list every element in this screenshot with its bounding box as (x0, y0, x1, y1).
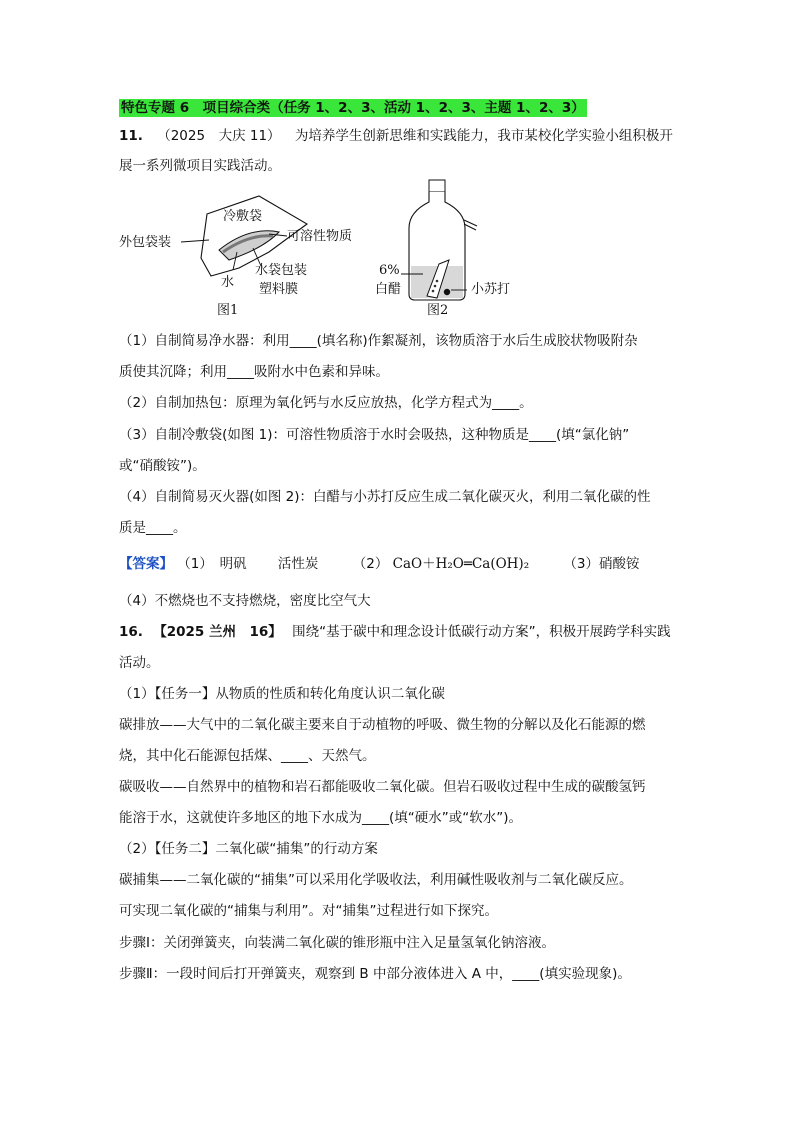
label-percent: 6% (379, 263, 400, 278)
q16-capture-line1: 碳捕集——二氧化碳的“捕集”可以采用化学吸收法，利用碱性吸收剂与二氧化碳反应。 (119, 872, 633, 888)
q16-step1: 步骤Ⅰ：关闭弹簧夹，向装满二氧化碳的锥形瓶中注入足量氢氧化钠溶液。 (119, 935, 555, 951)
q16-absorb-line1: 碳吸收——自然界中的植物和岩石都能吸收二氧化碳。但岩石吸收过程中生成的碳酸氢钙 (119, 779, 646, 795)
answer-2-prefix: （2） (352, 556, 389, 572)
q16-task2-title: （2）【任务二】二氧化碳“捕集”的行动方案 (119, 841, 378, 857)
q16-stem-line2: 活动。 (119, 655, 160, 671)
label-baking-soda: 小苏打 (471, 282, 511, 297)
q16-emit-line2: 烧，其中化石能源包括煤、____、天然气。 (119, 748, 376, 764)
q11-answer-line2: （4）不燃烧也不支持燃烧，密度比空气大 (119, 593, 371, 609)
q11-answer-line1 (119, 554, 640, 574)
q16-emit-line1: 碳排放——大气中的二氧化碳主要来自于动植物的呼吸、微生物的分解以及化石能源的燃 (119, 717, 646, 733)
figure2-caption: 图2 (427, 303, 449, 318)
q11-source: （2025 大庆 11） (157, 128, 281, 144)
q16-task1-title: （1）【任务一】从物质的性质和转化角度认识二氧化碳 (119, 686, 445, 702)
q11-number: 11. (119, 128, 143, 144)
figure1-caption: 图1 (217, 303, 239, 318)
q11-stem-text: 为培养学生创新思维和实践能力，我市某校化学实验小组积极开 (294, 128, 673, 144)
q16-capture-line2: 可实现二氧化碳的“捕集与利用”。对“捕集”过程进行如下探究。 (119, 903, 498, 919)
figure2-diagram (401, 180, 477, 300)
topic-highlight: 特色专题 6 项目综合类（任务 1、2、3、活动 1、2、3、主题 1、2、3） (121, 100, 585, 116)
q16-stem-text: 围绕“基于碳中和理念设计低碳行动方案”，积极开展跨学科实践 (292, 624, 671, 640)
topic-header (119, 98, 587, 118)
q16-absorb-line2: 能溶于水，这就使许多地区的地下水成为____(填“硬水”或“软水”)。 (119, 810, 523, 826)
q11-stem-line2: 展一系列微项目实践活动。 (119, 158, 281, 174)
label-film-1: 水袋包装 (255, 263, 308, 278)
q16-stem-line1 (119, 622, 671, 642)
q11-stem-line1 (119, 126, 673, 146)
q16-number: 16. (119, 624, 143, 640)
q11-sub1-line2: 质使其沉降；利用____吸附水中色素和异味。 (119, 364, 389, 380)
q11-sub1-line1: （1）自制简易净水器：利用____(填名称)作絮凝剂，该物质溶于水后生成胶状物吸附杂 (119, 333, 638, 349)
q11-figures (119, 178, 539, 323)
q16-step2: 步骤Ⅱ：一段时间后打开弹簧夹，观察到 B 中部分液体进入 A 中，____(填实验现象)。 (119, 966, 631, 982)
label-water: 水 (221, 275, 235, 290)
q11-sub2: （2）自制加热包：原理为氧化钙与水反应放热，化学方程式为____。 (119, 395, 533, 411)
label-vinegar: 白醋 (375, 282, 402, 297)
answer-2-formula: CaO＋H₂O═Ca(OH)₂ (392, 556, 530, 572)
label-film-2: 塑料膜 (259, 282, 299, 297)
answer-1: （1） 明矾 活性炭 (177, 556, 319, 572)
label-cold-bag: 冷敷袋 (223, 209, 263, 224)
answer-3: （3）硝酸铵 (563, 556, 640, 572)
q11-sub3-line2: 或“硝酸铵”)。 (119, 458, 206, 474)
q16-source: 【2025 兰州 16】 (153, 624, 282, 640)
q11-sub4-line2: 质是____。 (119, 520, 187, 536)
label-soluble-substance: 可溶性物质 (287, 229, 353, 244)
label-outer-bag: 外包袋装 (119, 235, 172, 250)
q11-sub4-line1: （4）自制简易灭火器(如图 2)：白醋与小苏打反应生成二氧化碳灭火，利用二氧化碳的性 (119, 489, 651, 505)
answer-label: 【答案】 (119, 556, 173, 572)
q11-sub3-line1: （3）自制冷敷袋(如图 1)：可溶性物质溶于水时会吸热，这种物质是____(填“氯化钠” (119, 427, 630, 443)
